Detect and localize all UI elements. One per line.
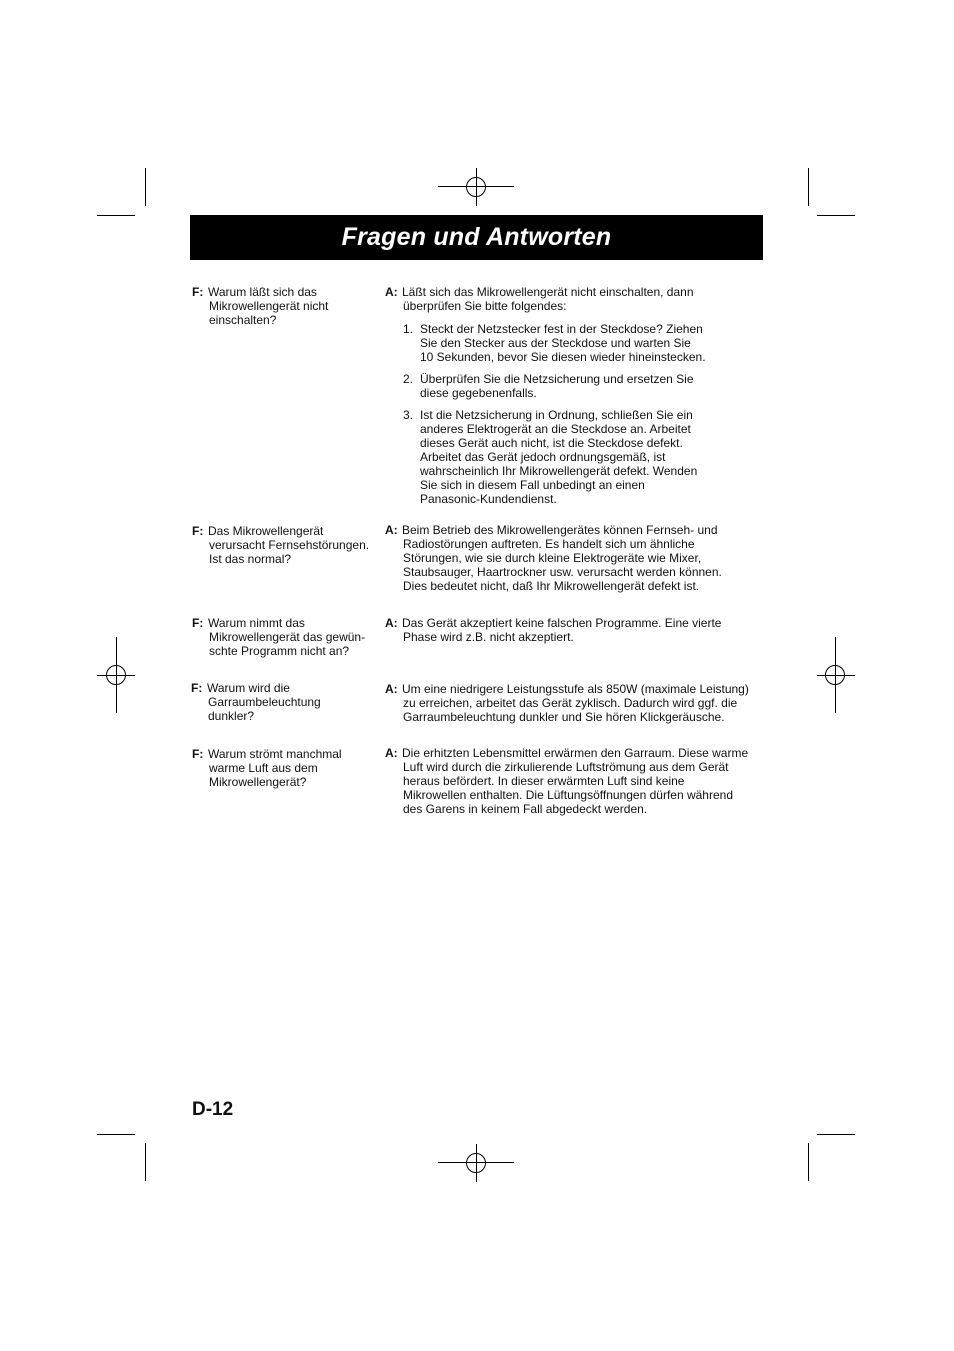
crop-mark — [145, 1143, 146, 1181]
question-3: F: Warum nimmt das Mikrowellengerät das gewün- schte Programm nicht an? — [192, 616, 366, 658]
crop-mark — [97, 215, 135, 216]
crop-mark — [145, 168, 146, 206]
answer-label: A: — [385, 285, 398, 299]
crop-mark — [817, 1134, 855, 1135]
question-5: F: Warum strömt manchmal warme Luft aus dem Mikrowellengerät? — [192, 747, 342, 789]
registration-circle-icon — [106, 665, 126, 685]
crop-mark — [817, 215, 855, 216]
answer-label: A: — [385, 682, 398, 696]
question-1: F: Warum läßt sich das Mikrowellengerät nicht einschalten? — [192, 285, 329, 327]
question-label: F: — [192, 616, 204, 630]
list-item: 3. Ist die Netzsicherung in Ordnung, schließen Sie ein anderes Elektrogerät an die Steckdose an. Arbeitet dieses Gerät auch nicht, ist die Steckdose defekt. Arbeitet das Gerät jedoch ordnungsgemäß, ist wahrscheinlich Ihr Mikrowellengerät defekt. Wenden Sie sich in diesem Fall unbedingt an einen Panasonic-Kundendienst. — [403, 408, 698, 506]
crop-mark — [97, 1134, 135, 1135]
list-item: 1. Steckt der Netzstecker fest in der Steckdose? Ziehen Sie den Stecker aus der Steckdose und warten Sie 10 Sekunden, bevor Sie diesen wieder hineinstecken. — [403, 322, 706, 364]
answer-label: A: — [385, 616, 398, 630]
registration-circle-icon — [466, 177, 486, 197]
question-label: F: — [192, 285, 204, 299]
question-label: F: — [192, 747, 204, 761]
answer-label: A: — [385, 746, 398, 760]
answer-1: A: Läßt sich das Mikrowellengerät nicht einschalten, dann überprüfen Sie bitte folgendes: 1. Steckt der Netzstecker fest in der Steckdose? Ziehen Sie den Stecker aus der Steckdose und warten Sie 10 Sekunden, bevor Sie diesen wieder hineinstecken. 2. Überprüfen Sie die Netzsicherung und ersetzen Sie diese gegebenenfalls. 3. Ist die Netzsicherung in Ordnung, schließen Sie ein anderes Elektrogerät an die Steckdose an. Arbeitet dieses Gerät auch nicht, ist die Steckdose defekt. Arbeitet das Gerät jedoch ordnungsgemäß, ist wahrscheinlich Ihr Mikrowellengerät defekt. Wenden Sie sich in diesem Fall unbedingt an einen Panasonic-Kundendienst. — [385, 285, 775, 506]
answer-5: A: Die erhitzten Lebensmittel erwärmen den Garraum. Diese warme Luft wird durch die zirkulierende Luftströmung aus dem Gerät heraus befördert. In dieser erwärmten Luft sind keine Mikrowellen enthalten. Die Lüftungsöffnungen dürfen während des Garens in keinem Fall abgedeckt werden. — [385, 746, 749, 816]
question-label: F: — [191, 681, 203, 695]
question-label: F: — [192, 524, 204, 538]
page-title: Fragen und Antworten — [341, 223, 612, 251]
steps-list — [385, 322, 775, 506]
registration-circle-icon — [466, 1153, 486, 1173]
question-2: F: Das Mikrowellengerät verursacht Fernsehstörungen. Ist das normal? — [192, 524, 370, 566]
registration-circle-icon — [825, 665, 845, 685]
page-number: D-12 — [192, 1099, 234, 1120]
question-4: F: Warum wird die Garraumbeleuchtung dunkler? — [191, 681, 321, 723]
title-bar — [190, 215, 763, 260]
list-item: 2. Überprüfen Sie die Netzsicherung und ersetzen Sie diese gegebenenfalls. — [403, 372, 694, 400]
crop-mark — [808, 1143, 809, 1181]
answer-2: A: Beim Betrieb des Mikrowellengerätes können Fernseh- und Radiostörungen auftreten. Es handelt sich um ähnliche Störungen, wie sie durch kleine Elektrogeräte wie Mixer, Staubsauger, Haartrockner usw. verursacht werden können. Dies bedeutet nicht, daß Ihr Mikrowellengerät defekt ist. — [385, 523, 722, 593]
answer-4: A: Um eine niedrigere Leistungsstufe als 850W (maximale Leistung) zu erreichen, arbeitet das Gerät zyklisch. Dadurch wird ggf. die Garraumbeleuchtung dunkler und Sie hören Klickgeräusche. — [385, 682, 749, 724]
answer-label: A: — [385, 523, 398, 537]
crop-mark — [808, 168, 809, 206]
answer-3: A: Das Gerät akzeptiert keine falschen Programme. Eine vierte Phase wird z.B. nicht akzeptiert. — [385, 616, 722, 644]
